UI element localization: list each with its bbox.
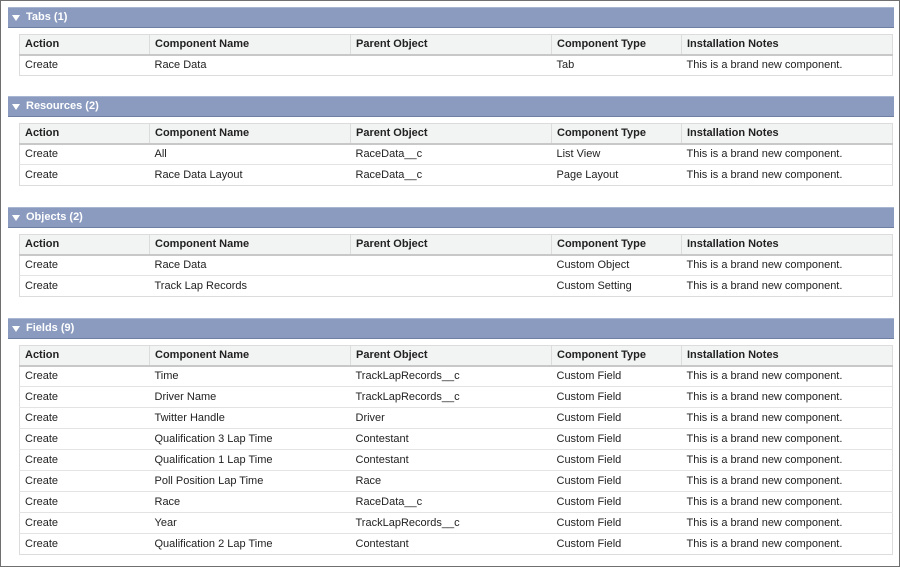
cell-installation-notes: This is a brand new component. [682,492,893,513]
table-row [20,492,893,513]
collapse-triangle-icon[interactable] [12,215,20,221]
cell-component-name: Driver Name [150,387,351,408]
section-tabs [8,7,894,76]
cell-installation-notes: This is a brand new component. [682,55,893,76]
table-header-row [20,346,893,366]
table-header-row [20,35,893,55]
cell-component-name: Qualification 2 Lap Time [150,534,351,555]
cell-component-name: Track Lap Records [150,276,351,297]
column-header-parent-object: Parent Object [351,124,552,144]
section-title: Tabs (1) [26,11,68,23]
section-objects [8,207,894,297]
column-header-component-type: Component Type [552,124,682,144]
cell-action: Create [20,471,150,492]
cell-component-name: Race Data [150,55,351,76]
cell-installation-notes: This is a brand new component. [682,450,893,471]
section-header-resources[interactable] [8,96,894,117]
cell-component-type: Page Layout [552,165,682,186]
cell-installation-notes: This is a brand new component. [682,276,893,297]
cell-action: Create [20,276,150,297]
column-header-action: Action [20,124,150,144]
cell-action: Create [20,534,150,555]
table-row [20,534,893,555]
cell-parent-object: RaceData__c [351,165,552,186]
cell-component-type: Custom Field [552,450,682,471]
cell-installation-notes: This is a brand new component. [682,144,893,165]
column-header-parent-object: Parent Object [351,35,552,55]
components-table-fields [19,345,893,555]
table-row [20,55,893,76]
column-header-parent-object: Parent Object [351,235,552,255]
section-header-fields[interactable] [8,318,894,339]
table-row [20,276,893,297]
cell-component-type: Custom Field [552,471,682,492]
table-row [20,165,893,186]
section-header-tabs[interactable] [8,7,894,28]
column-header-installation-notes: Installation Notes [682,124,893,144]
components-table-tabs [19,34,893,76]
cell-component-name: Qualification 1 Lap Time [150,450,351,471]
column-header-component-type: Component Type [552,35,682,55]
column-header-action: Action [20,35,150,55]
cell-action: Create [20,144,150,165]
section-title: Resources (2) [26,100,99,112]
cell-parent-object: Contestant [351,429,552,450]
section-title: Objects (2) [26,211,83,223]
cell-component-type: List View [552,144,682,165]
cell-component-name: Qualification 3 Lap Time [150,429,351,450]
column-header-component-name: Component Name [150,35,351,55]
components-table-resources [19,123,893,186]
cell-parent-object [351,55,552,76]
section-fields [8,318,894,555]
cell-parent-object: Driver [351,408,552,429]
cell-action: Create [20,513,150,534]
cell-action: Create [20,429,150,450]
cell-parent-object: Contestant [351,534,552,555]
table-row [20,408,893,429]
cell-installation-notes: This is a brand new component. [682,429,893,450]
cell-parent-object [351,276,552,297]
cell-action: Create [20,255,150,276]
cell-component-name: Race Data Layout [150,165,351,186]
cell-parent-object: Contestant [351,450,552,471]
column-header-installation-notes: Installation Notes [682,346,893,366]
column-header-component-name: Component Name [150,124,351,144]
table-row [20,450,893,471]
cell-action: Create [20,55,150,76]
cell-component-type: Custom Field [552,366,682,387]
cell-parent-object: Race [351,471,552,492]
column-header-component-name: Component Name [150,346,351,366]
collapse-triangle-icon[interactable] [12,15,20,21]
cell-action: Create [20,387,150,408]
cell-component-name: Year [150,513,351,534]
cell-action: Create [20,450,150,471]
cell-parent-object: TrackLapRecords__c [351,387,552,408]
cell-action: Create [20,366,150,387]
cell-parent-object: RaceData__c [351,144,552,165]
column-header-parent-object: Parent Object [351,346,552,366]
cell-installation-notes: This is a brand new component. [682,513,893,534]
table-header-row [20,124,893,144]
cell-component-type: Tab [552,55,682,76]
cell-installation-notes: This is a brand new component. [682,408,893,429]
column-header-component-type: Component Type [552,346,682,366]
cell-component-type: Custom Field [552,408,682,429]
collapse-triangle-icon[interactable] [12,326,20,332]
cell-parent-object [351,255,552,276]
table-row [20,387,893,408]
table-row [20,366,893,387]
section-header-objects[interactable] [8,207,894,228]
cell-installation-notes: This is a brand new component. [682,165,893,186]
cell-parent-object: RaceData__c [351,492,552,513]
table-row [20,513,893,534]
cell-component-name: All [150,144,351,165]
cell-component-name: Twitter Handle [150,408,351,429]
cell-component-type: Custom Field [552,513,682,534]
cell-component-name: Race Data [150,255,351,276]
cell-component-type: Custom Field [552,429,682,450]
cell-component-name: Race [150,492,351,513]
cell-component-type: Custom Object [552,255,682,276]
cell-component-name: Time [150,366,351,387]
cell-action: Create [20,492,150,513]
components-table-objects [19,234,893,297]
cell-action: Create [20,408,150,429]
cell-component-type: Custom Field [552,492,682,513]
cell-installation-notes: This is a brand new component. [682,471,893,492]
column-header-installation-notes: Installation Notes [682,35,893,55]
table-row [20,471,893,492]
collapse-triangle-icon[interactable] [12,104,20,110]
cell-installation-notes: This is a brand new component. [682,366,893,387]
column-header-action: Action [20,346,150,366]
table-row [20,255,893,276]
cell-parent-object: TrackLapRecords__c [351,513,552,534]
column-header-component-type: Component Type [552,235,682,255]
cell-installation-notes: This is a brand new component. [682,387,893,408]
table-header-row [20,235,893,255]
cell-parent-object: TrackLapRecords__c [351,366,552,387]
cell-installation-notes: This is a brand new component. [682,255,893,276]
section-resources [8,96,894,186]
cell-component-type: Custom Field [552,534,682,555]
column-header-action: Action [20,235,150,255]
section-title: Fields (9) [26,322,75,334]
cell-component-type: Custom Field [552,387,682,408]
table-row [20,429,893,450]
table-row [20,144,893,165]
column-header-component-name: Component Name [150,235,351,255]
cell-component-name: Poll Position Lap Time [150,471,351,492]
cell-component-type: Custom Setting [552,276,682,297]
column-header-installation-notes: Installation Notes [682,235,893,255]
cell-installation-notes: This is a brand new component. [682,534,893,555]
cell-action: Create [20,165,150,186]
